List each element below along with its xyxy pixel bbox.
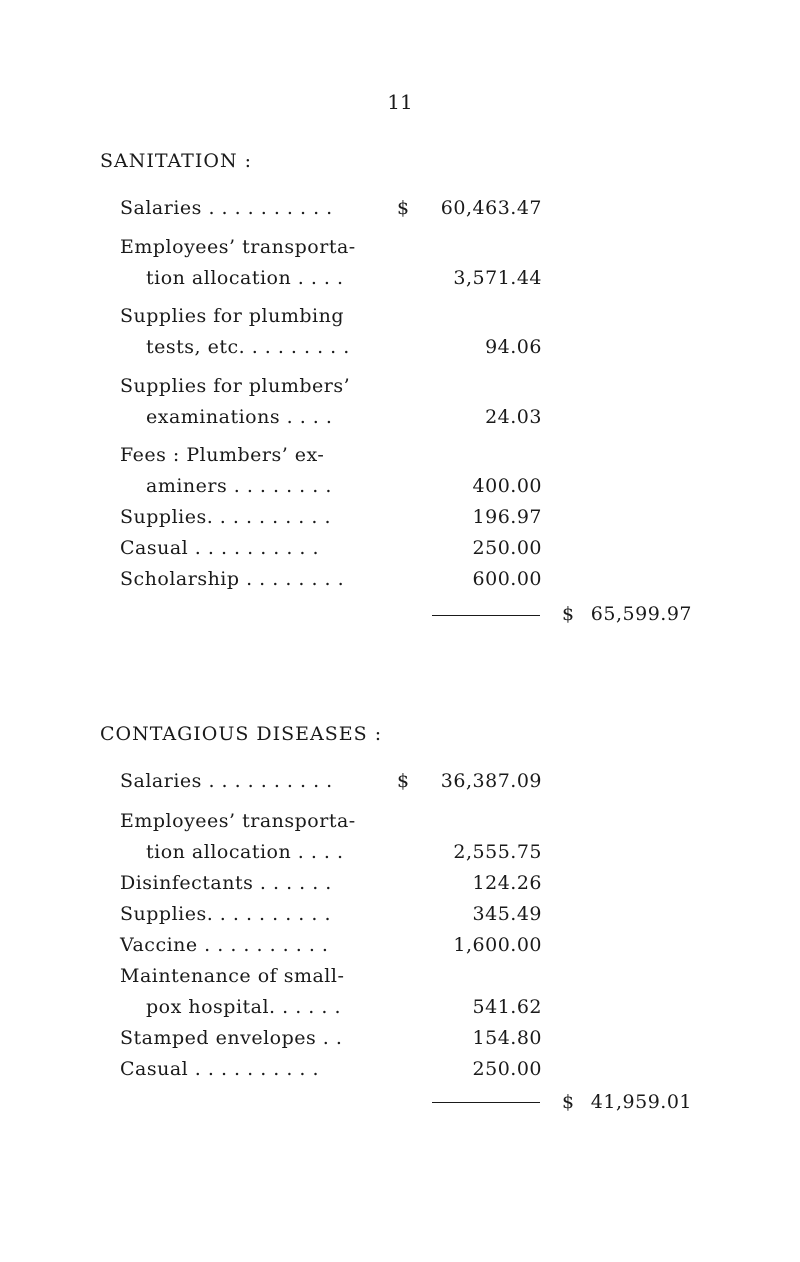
contagious-row-amount: 124.26 bbox=[472, 872, 542, 894]
contagious-row-amount: 541.62 bbox=[472, 996, 542, 1018]
contagious-row-label: Maintenance of small- bbox=[120, 965, 345, 987]
sanitation-row-amount: 196.97 bbox=[472, 506, 542, 528]
contagious-row-label: Casual . . . . . . . . . . bbox=[120, 1058, 320, 1080]
sanitation-row-amount: 250.00 bbox=[472, 537, 542, 559]
sanitation-row-amount: 600.00 bbox=[472, 568, 542, 590]
sanitation-row-label: Salaries . . . . . . . . . . bbox=[120, 197, 333, 219]
total-rule bbox=[432, 1102, 540, 1103]
dollar-sign: $ bbox=[562, 1091, 575, 1113]
sanitation-row-amount: 24.03 bbox=[485, 406, 542, 428]
total-rule bbox=[432, 615, 540, 616]
sanitation-row-label-cont: aminers . . . . . . . . bbox=[146, 475, 332, 497]
sanitation-row-label: Supplies for plumbing bbox=[120, 305, 344, 327]
page-number: 11 bbox=[387, 90, 413, 114]
dollar-sign: $ bbox=[397, 770, 410, 792]
sanitation-row-label: Scholarship . . . . . . . . bbox=[120, 568, 345, 590]
contagious-row-label: Salaries . . . . . . . . . . bbox=[120, 770, 333, 792]
contagious-row-label-cont: tion allocation . . . . bbox=[146, 841, 344, 863]
contagious-row-label: Vaccine . . . . . . . . . . bbox=[120, 934, 329, 956]
sanitation-row-label: Fees : Plumbers’ ex- bbox=[120, 444, 325, 466]
sanitation-row-label-cont: tion allocation . . . . bbox=[146, 267, 344, 289]
sanitation-row-label: Employees’ transporta- bbox=[120, 236, 356, 258]
sanitation-row-amount: 400.00 bbox=[472, 475, 542, 497]
section-heading-sanitation: SANITATION : bbox=[100, 150, 253, 172]
contagious-row-amount: 1,600.00 bbox=[453, 934, 542, 956]
contagious-row-label: Disinfectants . . . . . . bbox=[120, 872, 332, 894]
contagious-row-amount: 250.00 bbox=[472, 1058, 542, 1080]
sanitation-row-label: Supplies for plumbers’ bbox=[120, 375, 351, 397]
sanitation-row-amount: 3,571.44 bbox=[453, 267, 542, 289]
section-heading-contagious-diseases: CONTAGIOUS DISEASES : bbox=[100, 723, 383, 745]
sanitation-row-amount: 94.06 bbox=[485, 336, 542, 358]
contagious-total: 41,959.01 bbox=[590, 1091, 692, 1113]
contagious-row-amount: 36,387.09 bbox=[440, 770, 542, 792]
contagious-row-amount: 2,555.75 bbox=[453, 841, 542, 863]
sanitation-row-label: Supplies. . . . . . . . . . bbox=[120, 506, 331, 528]
contagious-row-label: Stamped envelopes . . bbox=[120, 1027, 343, 1049]
sanitation-row-label-cont: tests, etc. . . . . . . . . bbox=[146, 336, 350, 358]
sanitation-row-label: Casual . . . . . . . . . . bbox=[120, 537, 320, 559]
dollar-sign: $ bbox=[397, 197, 410, 219]
contagious-row-label: Supplies. . . . . . . . . . bbox=[120, 903, 331, 925]
contagious-row-amount: 345.49 bbox=[472, 903, 542, 925]
contagious-row-label: Employees’ transporta- bbox=[120, 810, 356, 832]
sanitation-row-label-cont: examinations . . . . bbox=[146, 406, 333, 428]
dollar-sign: $ bbox=[562, 603, 575, 625]
contagious-row-amount: 154.80 bbox=[472, 1027, 542, 1049]
sanitation-total: 65,599.97 bbox=[590, 603, 692, 625]
sanitation-row-amount: 60,463.47 bbox=[440, 197, 542, 219]
contagious-row-label-cont: pox hospital. . . . . . bbox=[146, 996, 341, 1018]
